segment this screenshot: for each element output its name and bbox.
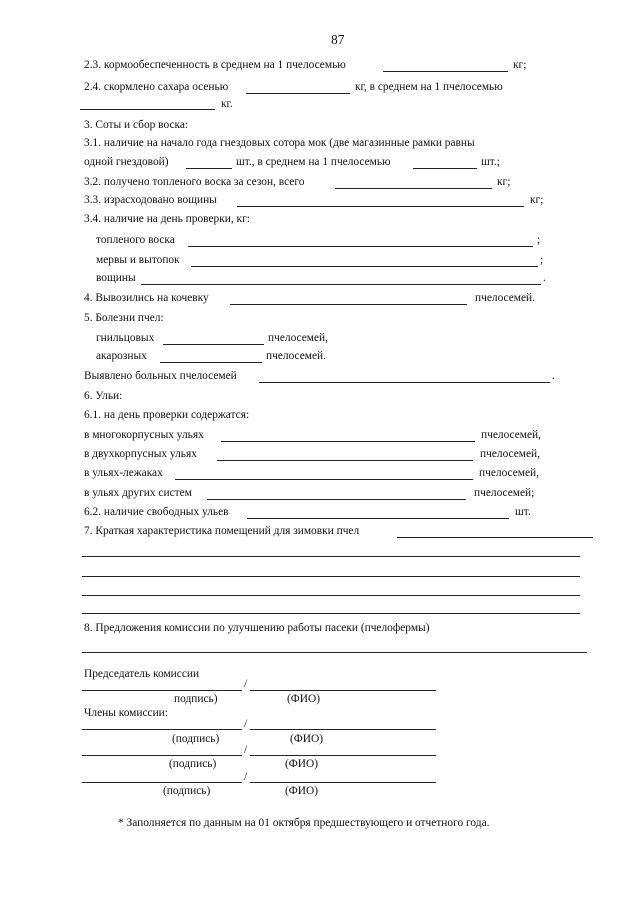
item-2-4-mid: кг, в среднем на 1 пчелосемью [355, 81, 503, 93]
member-2-signature-field[interactable] [82, 755, 242, 756]
member-1-slash: / [244, 718, 248, 730]
item-3-1-mid: шт., в среднем на 1 пчелосемью [236, 156, 391, 168]
item-3-1-line2: одной гнездовой) [84, 156, 169, 168]
item-2-3-unit: кг; [513, 59, 527, 71]
member-1-fio-caption: (ФИО) [290, 733, 324, 745]
item-3-1-line1: 3.1. наличие на начало года гнездовых сотора мок (две магазинные рамки равны [84, 137, 475, 149]
member-2-fio-caption: (ФИО) [285, 758, 319, 770]
members-label: Члены комиссии: [84, 707, 168, 719]
section-5-foulbrood-unit: пчелосемей, [268, 332, 329, 344]
chairman-label: Председатель комиссии [84, 668, 200, 680]
item-3-4-label: 3.4. наличие на день проверки, кг: [84, 213, 250, 225]
item-2-4-field-total[interactable] [246, 93, 350, 94]
section-8-field-1[interactable] [82, 652, 587, 653]
item-3-1-field-avg[interactable] [413, 168, 477, 169]
chairman-slash: / [244, 678, 248, 690]
section-4-unit: пчелосемей. [475, 292, 536, 304]
section-6-1-lying-unit: пчелосемей, [479, 467, 540, 479]
section-6-1-title: 6.1. на день проверки содержатся: [84, 409, 250, 421]
item-3-4-foundation-end: . [543, 272, 546, 284]
section-6-2-field[interactable] [247, 518, 509, 519]
member-2-signature-caption: (подпись) [169, 758, 217, 770]
item-3-1-field-total[interactable] [186, 168, 232, 169]
item-3-4-wax-end: ; [537, 234, 541, 246]
chairman-signature-caption: подпись) [174, 693, 218, 705]
item-2-4-field-avg[interactable] [80, 109, 215, 110]
section-7-field-4[interactable] [82, 595, 580, 596]
item-2-4-label: 2.4. скормлено сахара осенью [84, 81, 229, 93]
item-3-2-field[interactable] [335, 188, 492, 189]
item-3-4-foundation-label: вощины [96, 272, 136, 284]
section-4-field[interactable] [230, 304, 467, 305]
section-6-1-multi-field[interactable] [221, 441, 475, 442]
section-7-label: 7. Краткая характеристика помещений для зимовки пчел [84, 525, 360, 537]
item-3-4-foundation-field[interactable] [141, 284, 541, 285]
section-6-1-double-unit: пчелосемей, [480, 448, 541, 460]
member-2-fio-field[interactable] [250, 755, 436, 756]
item-3-1-unit: шт.; [481, 156, 500, 168]
section-5-found-label: Выявлено больных пчелосемей [84, 370, 237, 382]
section-5-acarosis-label: акарозных [96, 350, 147, 362]
section-5-found-end: . [552, 370, 555, 382]
member-1-signature-caption: (подпись) [172, 733, 220, 745]
section-6-2-unit: шт. [515, 506, 531, 518]
section-6-1-double-field[interactable] [217, 460, 473, 461]
section-5-acarosis-unit: пчелосемей. [266, 350, 327, 362]
item-3-3-label: 3.3. израсходовано вощины [84, 194, 217, 206]
section-4-label: 4. Вывозились на кочевку [84, 292, 209, 304]
member-3-fio-caption: (ФИО) [285, 785, 319, 797]
item-3-2-unit: кг; [497, 176, 511, 188]
item-3-3-unit: кг; [530, 194, 544, 206]
section-7-field-1[interactable] [397, 537, 593, 538]
section-7-field-5[interactable] [82, 613, 580, 614]
section-5-found-field[interactable] [259, 382, 550, 383]
section-6-1-multi-unit: пчелосемей, [481, 429, 542, 441]
section-6-2-label: 6.2. наличие свободных ульев [84, 506, 229, 518]
chairman-signature-field[interactable] [82, 690, 242, 691]
member-3-fio-field[interactable] [250, 782, 436, 783]
chairman-fio-field[interactable] [250, 690, 436, 691]
item-3-4-merva-label: мервы и вытопок [96, 254, 180, 266]
member-3-slash: / [244, 771, 248, 783]
item-3-4-merva-end: ; [540, 254, 544, 266]
section-6-1-lying-label: в ульях-лежаках [84, 467, 163, 479]
item-2-4-unit: кг. [221, 98, 233, 110]
section-6-title: 6. Ульи: [84, 390, 123, 402]
section-5-foulbrood-field[interactable] [163, 344, 264, 345]
section-5-foulbrood-label: гнильцовых [96, 332, 155, 344]
section-8-label: 8. Предложения комиссии по улучшению работы пасеки (пчелофермы) [84, 622, 430, 634]
page-number: 87 [331, 32, 345, 47]
member-1-signature-field[interactable] [82, 729, 242, 730]
section-6-1-lying-field[interactable] [175, 479, 473, 480]
section-6-1-multi-label: в многокорпусных ульях [84, 429, 204, 441]
section-5-acarosis-field[interactable] [160, 362, 262, 363]
item-3-2-label: 3.2. получено топленого воска за сезон, всего [84, 176, 305, 188]
member-2-slash: / [244, 744, 248, 756]
item-3-4-wax-field[interactable] [188, 246, 533, 247]
section-7-field-3[interactable] [82, 576, 580, 577]
section-6-1-double-label: в двухкорпусных ульях [84, 448, 197, 460]
member-1-fio-field[interactable] [250, 729, 436, 730]
member-3-signature-caption: (подпись) [163, 785, 211, 797]
member-3-signature-field[interactable] [82, 782, 242, 783]
item-3-4-merva-field[interactable] [191, 266, 538, 267]
section-6-1-other-label: в ульях других систем [84, 487, 192, 499]
item-2-3-field[interactable] [383, 71, 508, 72]
section-6-1-other-field[interactable] [207, 499, 466, 500]
section-3-title: 3. Соты и сбор воска: [84, 119, 189, 131]
item-3-3-field[interactable] [237, 206, 524, 207]
item-2-3-label: 2.3. кормообеспеченность в среднем на 1 пчелосемью [84, 59, 346, 71]
section-5-title: 5. Болезни пчел: [84, 312, 164, 324]
item-3-4-wax-label: топленого воска [96, 234, 175, 246]
section-6-1-other-unit: пчелосемей; [474, 487, 535, 499]
chairman-fio-caption: (ФИО) [287, 693, 321, 705]
footnote: * Заполняется по данным на 01 октября предшествующего и отчетного года. [118, 817, 490, 829]
section-7-field-2[interactable] [82, 556, 580, 557]
